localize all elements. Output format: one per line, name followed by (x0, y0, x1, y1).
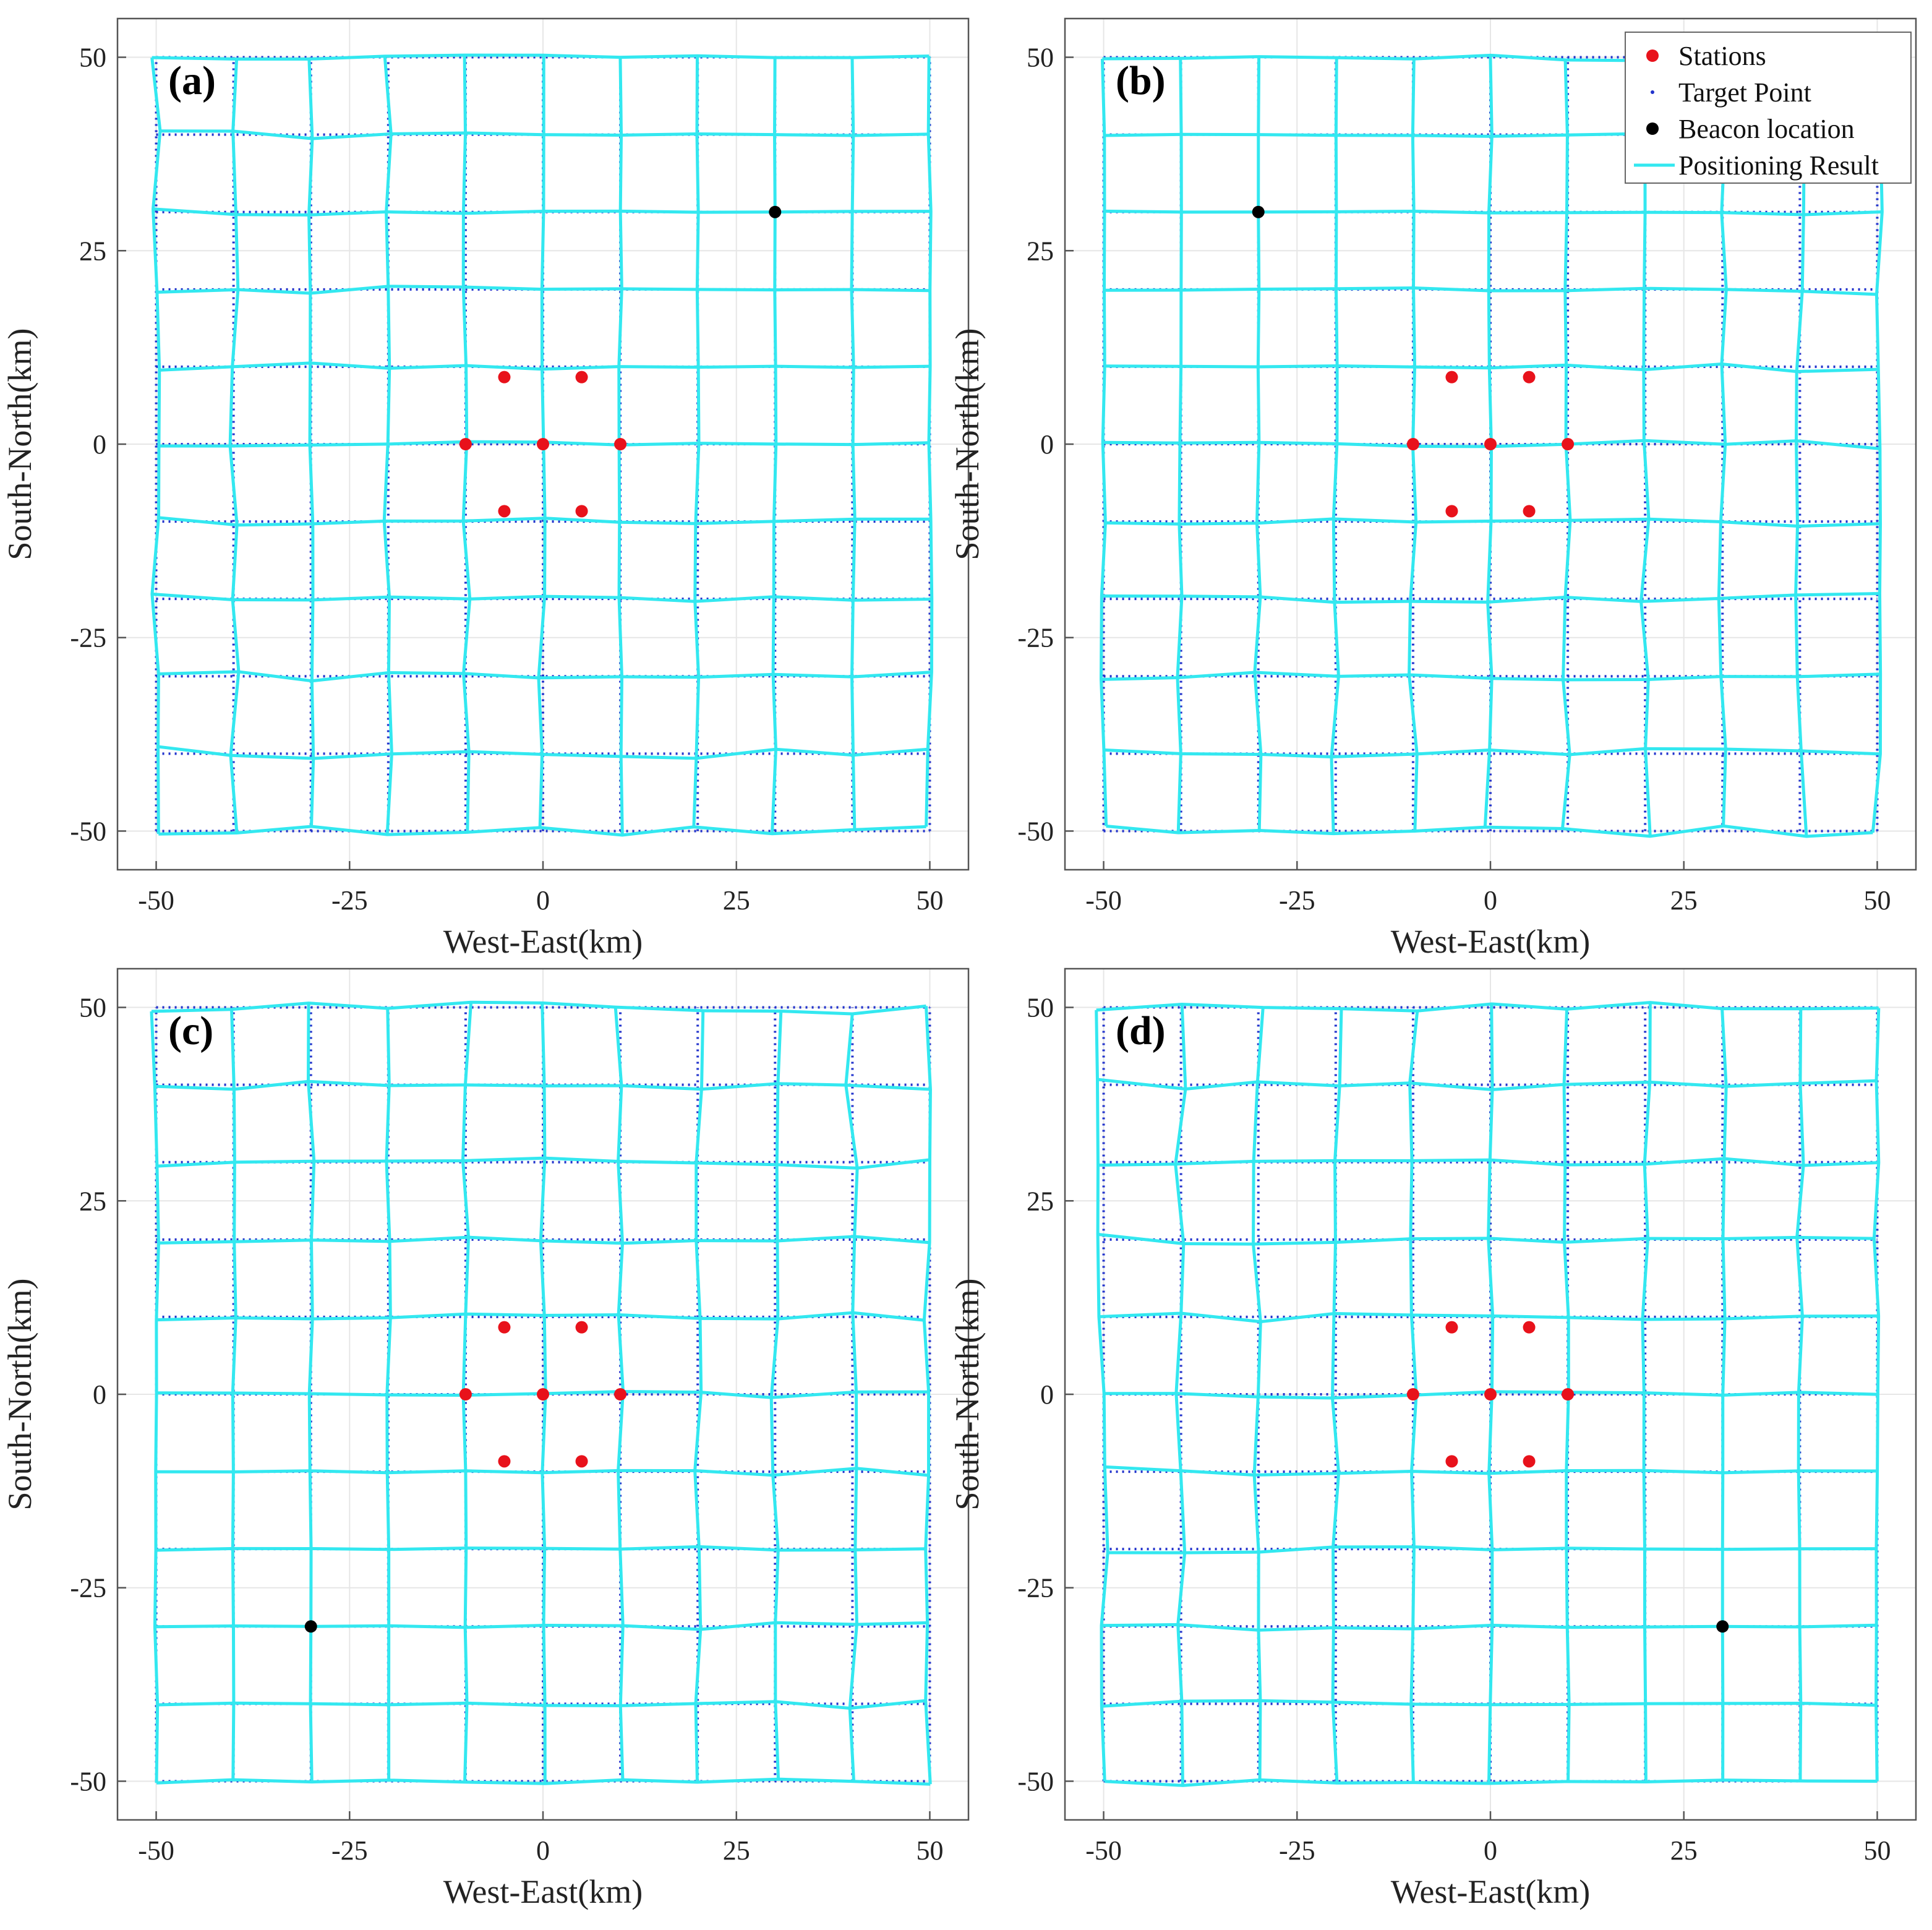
station-7 (576, 1455, 588, 1467)
panel-label: (c) (168, 1008, 214, 1053)
station-5 (576, 1321, 588, 1334)
station-1 (459, 1388, 472, 1400)
x-tick-label: 50 (916, 1835, 944, 1866)
beacon-point (305, 1620, 317, 1632)
station-2 (1484, 1388, 1497, 1400)
x-axis-label: West-East(km) (443, 923, 643, 960)
legend-entry: Beacon location (1678, 114, 1855, 144)
x-axis-label: West-East(km) (443, 1873, 643, 1910)
legend-entry: Positioning Result (1678, 150, 1879, 181)
y-axis-label: South-North(km) (1, 328, 38, 560)
station-5 (1523, 371, 1536, 384)
x-tick-label: -25 (331, 1835, 368, 1866)
x-tick-label: 25 (722, 885, 750, 916)
station-1 (1407, 1388, 1419, 1400)
panel-c (1, 969, 968, 1910)
y-tick-label: 0 (1040, 1379, 1054, 1410)
station-7 (1523, 1455, 1536, 1467)
panel-label: (b) (1116, 58, 1166, 103)
station-1 (459, 438, 472, 450)
y-axis-label: South-North(km) (1, 1278, 38, 1511)
x-tick-label: 25 (1670, 885, 1698, 916)
y-tick-label: 50 (1027, 42, 1054, 73)
station-4 (1445, 1321, 1458, 1334)
y-axis-label: South-North(km) (949, 1278, 986, 1511)
panel-d (949, 969, 1916, 1910)
legend-entry: Target Point (1678, 77, 1811, 108)
x-tick-label: -25 (1278, 1835, 1315, 1866)
y-tick-label: -25 (70, 1572, 106, 1603)
station-6 (1445, 1455, 1458, 1467)
x-tick-label: 0 (1484, 885, 1497, 916)
y-tick-label: -50 (70, 816, 106, 847)
y-tick-label: 0 (93, 1379, 106, 1410)
y-tick-label: 50 (1027, 992, 1054, 1023)
y-tick-label: 0 (1040, 429, 1054, 460)
y-tick-label: -50 (70, 1766, 106, 1797)
legend (1625, 32, 1911, 183)
legend-entry: Stations (1678, 41, 1766, 71)
y-tick-label: 50 (79, 42, 106, 73)
y-tick-label: 25 (1027, 1186, 1054, 1217)
x-tick-label: 50 (1863, 885, 1891, 916)
station-4 (498, 371, 510, 384)
x-tick-label: -25 (331, 885, 368, 916)
station-4 (498, 1321, 510, 1334)
y-tick-label: -25 (1017, 1572, 1054, 1603)
station-7 (1523, 505, 1536, 517)
x-tick-label: -50 (138, 885, 174, 916)
x-tick-label: 50 (916, 885, 944, 916)
y-tick-label: 50 (79, 992, 106, 1023)
x-tick-label: -50 (1085, 885, 1122, 916)
station-2 (537, 1388, 549, 1400)
x-tick-label: 0 (536, 1835, 550, 1866)
y-tick-label: -25 (1017, 622, 1054, 653)
beacon-point (769, 206, 781, 218)
station-5 (576, 371, 588, 384)
y-tick-label: 25 (79, 1186, 106, 1217)
y-tick-label: -50 (1017, 1766, 1054, 1797)
station-2 (537, 438, 549, 450)
x-tick-label: -25 (1278, 885, 1315, 916)
panel-a (1, 19, 968, 960)
station-3 (614, 1388, 626, 1400)
y-tick-label: 0 (93, 429, 106, 460)
station-3 (1562, 1388, 1574, 1400)
x-tick-label: -50 (1085, 1835, 1122, 1866)
panel-label: (a) (168, 58, 216, 103)
station-6 (498, 505, 510, 517)
y-tick-label: -25 (70, 622, 106, 653)
x-axis-label: West-East(km) (1390, 1873, 1591, 1910)
y-axis-label: South-North(km) (949, 328, 986, 560)
legend-marker (1646, 49, 1659, 62)
station-4 (1445, 371, 1458, 384)
station-5 (1523, 1321, 1536, 1334)
x-tick-label: -50 (138, 1835, 174, 1866)
y-tick-label: 25 (79, 236, 106, 267)
panel-b (949, 19, 1916, 960)
legend-marker (1651, 90, 1654, 94)
y-tick-label: -50 (1017, 816, 1054, 847)
x-tick-label: 50 (1863, 1835, 1891, 1866)
beacon-point (1252, 206, 1265, 218)
station-2 (1484, 438, 1497, 450)
beacon-point (1716, 1620, 1729, 1632)
panel-label: (d) (1116, 1008, 1166, 1053)
station-6 (498, 1455, 510, 1467)
x-tick-label: 0 (536, 885, 550, 916)
station-3 (1562, 438, 1574, 450)
x-tick-label: 25 (1670, 1835, 1698, 1866)
x-axis-label: West-East(km) (1390, 923, 1591, 960)
x-tick-label: 25 (722, 1835, 750, 1866)
station-6 (1445, 505, 1458, 517)
x-tick-label: 0 (1484, 1835, 1497, 1866)
station-3 (614, 438, 626, 450)
y-tick-label: 25 (1027, 236, 1054, 267)
legend-marker (1646, 122, 1659, 135)
station-1 (1407, 438, 1419, 450)
station-7 (576, 505, 588, 517)
